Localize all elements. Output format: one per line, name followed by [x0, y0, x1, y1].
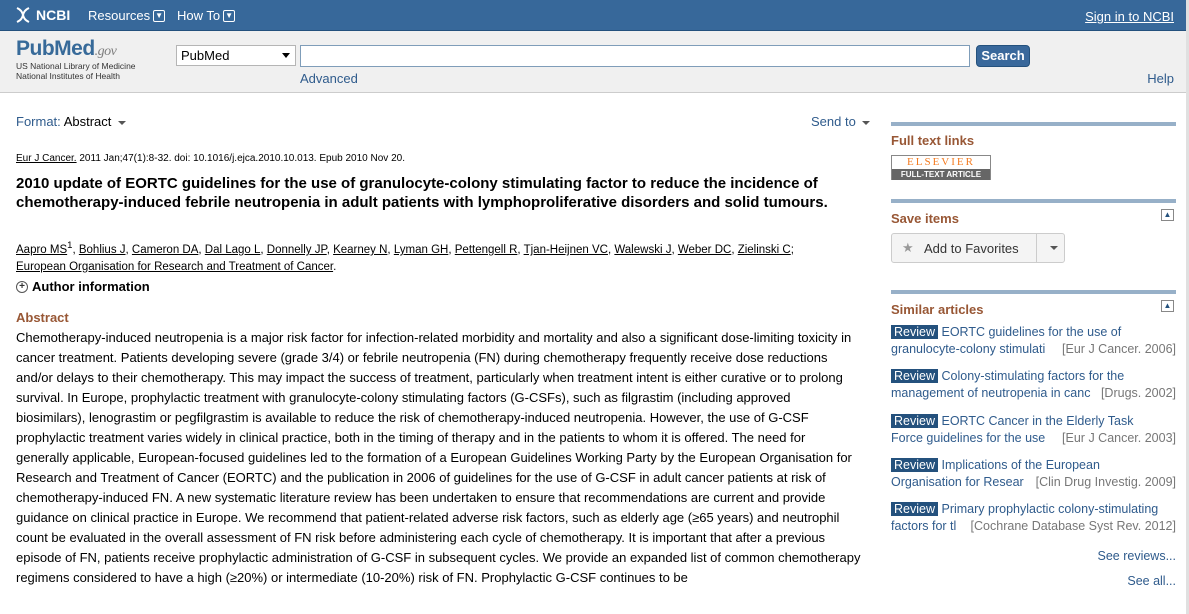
similar-articles-heading: Similar articles	[891, 302, 984, 317]
plus-circle-icon: +	[16, 281, 28, 293]
star-icon: ★	[902, 240, 914, 255]
howto-label: How To	[177, 8, 221, 23]
caret-down-icon	[862, 121, 870, 125]
full-text-heading: Full text links	[891, 133, 975, 148]
similar-source: [Eur J Cancer. 2003]	[1062, 431, 1176, 445]
similar-title-line2[interactable]: management of neutropenia in canc	[891, 386, 1091, 400]
collapse-icon[interactable]: ▲	[1161, 209, 1174, 221]
citation-details: 2011 Jan;47(1):8-32. doi: 10.1016/j.ejca.2010.10.013. Epub 2010 Nov 20.	[76, 153, 405, 164]
collapse-icon[interactable]: ▲	[1161, 300, 1174, 312]
similar-article-item[interactable]	[891, 501, 1176, 535]
similar-title-line1[interactable]: Implications of the European	[941, 458, 1100, 472]
similar-article-item[interactable]	[891, 368, 1176, 402]
format-control[interactable]	[16, 114, 126, 129]
similar-article-item[interactable]	[891, 324, 1176, 358]
author-link[interactable]: Lyman GH	[393, 243, 449, 256]
elsevier-label: ELSEVIER	[892, 156, 990, 169]
author-link[interactable]: Donnelly JP	[266, 243, 327, 256]
search-button[interactable]: Search	[976, 45, 1030, 67]
citation	[16, 153, 405, 164]
caret-down-icon[interactable]	[1050, 246, 1058, 250]
chevron-down-icon: ▼	[223, 10, 235, 22]
database-select[interactable]	[176, 45, 296, 66]
help-link[interactable]: Help	[1147, 71, 1174, 86]
author-information-label: Author information	[32, 279, 150, 294]
similar-title-line2[interactable]: factors for tl	[891, 519, 957, 533]
database-selected: PubMed	[181, 48, 230, 63]
send-to-label: Send to	[811, 114, 856, 129]
organisation-link[interactable]: European Organisation for Research and Treatment of Cancer	[16, 260, 334, 273]
author-link[interactable]: Tjan-Heijnen VC	[523, 243, 608, 256]
add-to-favorites-button[interactable]	[891, 233, 1065, 263]
similar-title-line1[interactable]: Primary prophylactic colony-stimulating	[941, 502, 1159, 516]
author-affiliation-sup: 1	[67, 240, 73, 251]
similar-title-line2[interactable]: Organisation for Resear	[891, 475, 1024, 489]
similar-source: [Clin Drug Investig. 2009]	[1035, 475, 1176, 489]
author-link[interactable]: Bohlius J	[78, 243, 126, 256]
author-link[interactable]: Dal Lago L	[204, 243, 261, 256]
chevron-down-icon: ▼	[153, 10, 165, 22]
review-badge: Review	[891, 458, 938, 472]
author-information-toggle[interactable]	[16, 279, 150, 294]
similar-article-item[interactable]	[891, 413, 1176, 447]
similar-article-item[interactable]	[891, 457, 1176, 491]
save-items-heading: Save items	[891, 211, 959, 226]
article-title: 2010 update of EORTC guidelines for the use of granulocyte-colony stimulating factor to reduce the incidence of chemotherapy-induced febrile neutropenia in adult patients with lymphoproliferative disorders and solid tumours.	[16, 175, 828, 211]
similar-source: [Drugs. 2002]	[1100, 386, 1176, 400]
resources-menu[interactable]	[88, 8, 165, 23]
author-list: Aapro $MS^1$, Bohlius J, Cameron DA, Dal Lago L, Donnelly JP, Kearney N, Lyman GH, Pettengell R, Tjan-Heijnen VC, Walewski J, Weber DC, Zielinski C; European Organisation for Research and Treatment of Cancer.	[16, 240, 794, 273]
nih-line: National Institutes of Health	[16, 71, 120, 81]
review-badge: Review	[891, 369, 938, 383]
ncbi-top-bar	[0, 0, 1189, 31]
author-link[interactable]: Aapro MS	[16, 243, 68, 256]
ncbi-label: NCBI	[36, 7, 71, 23]
full-text-article-label: FULL-TEXT ARTICLE	[892, 169, 990, 180]
see-reviews-link[interactable]: See reviews...	[1097, 549, 1176, 563]
resources-label: Resources	[88, 8, 151, 23]
pubmed-logo[interactable]	[16, 37, 136, 81]
journal-link[interactable]: Eur J Cancer.	[16, 153, 77, 164]
search-header	[0, 31, 1189, 93]
similar-source: [Cochrane Database Syst Rev. 2012]	[970, 519, 1176, 533]
similar-title-line2[interactable]: granulocyte-colony stimulati	[891, 342, 1046, 356]
see-all-link[interactable]: See all...	[1127, 574, 1176, 588]
author-link[interactable]: Weber DC	[677, 243, 732, 256]
nlm-line: US National Library of Medicine	[16, 61, 136, 71]
abstract-text: Chemotherapy-induced neutropenia is a major risk factor for infection-related morbidity and mortality and also a significant dose-limiting toxicity in cancer treatment. Patients developing severe (grade 3/4) or febrile neutropenia (FN) during chemotherapy frequently receive dose reductions and/or delays to their chemotherapy. This may impact the success of treatment, particularly when treatment intent is either curative or to prolong survival. In Europe, prophylactic treatment with granulocyte-colony stimulating factors (G-CSFs), such as filgrastim (including approved biosimilars), lenograstim or pegfilgrastim is available to reduce the risk of chemotherapy-induced neutropenia. However, the use of G-CSF prophylactic treatment varies widely in clinical practice, both in the timing of therapy and in the patients to whom it is offered. The need for generally applicable, European-focused guidelines led to the formation of a European Guidelines Working Party by the European Organisation for Research and Treatment of Cancer (EORTC) and the publication in 2006 of guidelines for the use of G-CSF in adult cancer patients at risk of chemotherapy-induced FN. A new systematic literature review has been undertaken to ensure that recommendations are current and provide guidance on clinical practice in Europe. We recommend that patient-related adverse risk factors, such as elderly age (≥65 years) and neutrophil count be evaluated in the overall assessment of FN risk before administering each cycle of chemotherapy. It is important that after a previous episode of FN, patients receive prophylactic administration of G-CSF in subsequent cycles. We provide an expanded list of common chemotherapy regimens considered to have a high (≥20%) or intermediate (10-20%) risk of FN. Prophylactic G-CSF continues to be	[16, 330, 861, 585]
format-label: Format:	[16, 114, 61, 129]
sign-in-link[interactable]: Sign in to NCBI	[1085, 9, 1174, 24]
howto-menu[interactable]	[177, 8, 235, 23]
add-to-favorites-label: Add to Favorites	[924, 241, 1019, 256]
elsevier-full-text-link[interactable]	[891, 155, 991, 180]
similar-title-line1[interactable]: Colony-stimulating factors for the	[941, 369, 1125, 383]
button-separator	[1036, 234, 1037, 262]
similar-title-line2[interactable]: Force guidelines for the use	[891, 431, 1046, 445]
similar-title-line1[interactable]: EORTC Cancer in the Elderly Task	[941, 414, 1134, 428]
author-link[interactable]: Zielinski C	[737, 243, 791, 256]
brand-gov: .gov	[94, 44, 117, 59]
ncbi-logo[interactable]	[14, 6, 70, 24]
brand-pub: Pub	[16, 37, 55, 60]
similar-source: [Eur J Cancer. 2006]	[1062, 342, 1176, 356]
author-link[interactable]: Pettengell R	[454, 243, 518, 256]
review-badge: Review	[891, 414, 938, 428]
ncbi-helix-icon	[14, 6, 32, 24]
review-badge: Review	[891, 502, 938, 516]
sidebar-divider	[891, 290, 1176, 294]
format-value: Abstract	[63, 114, 112, 129]
caret-down-icon	[118, 121, 126, 125]
sidebar-divider	[891, 122, 1176, 126]
abstract-heading: Abstract	[16, 310, 69, 325]
dropdown-arrow-icon	[282, 53, 290, 58]
search-input[interactable]	[300, 45, 970, 67]
advanced-search-link[interactable]: Advanced	[300, 71, 358, 86]
brand-med: Med	[54, 37, 95, 60]
sidebar-divider	[891, 199, 1176, 203]
similar-title-line1[interactable]: EORTC guidelines for the use of	[941, 325, 1122, 339]
author-link[interactable]: Walewski J	[614, 243, 672, 256]
author-link[interactable]: Cameron DA	[131, 243, 199, 256]
author-link[interactable]: Kearney N	[333, 243, 388, 256]
review-badge: Review	[891, 325, 938, 339]
send-to-control[interactable]	[811, 114, 870, 129]
